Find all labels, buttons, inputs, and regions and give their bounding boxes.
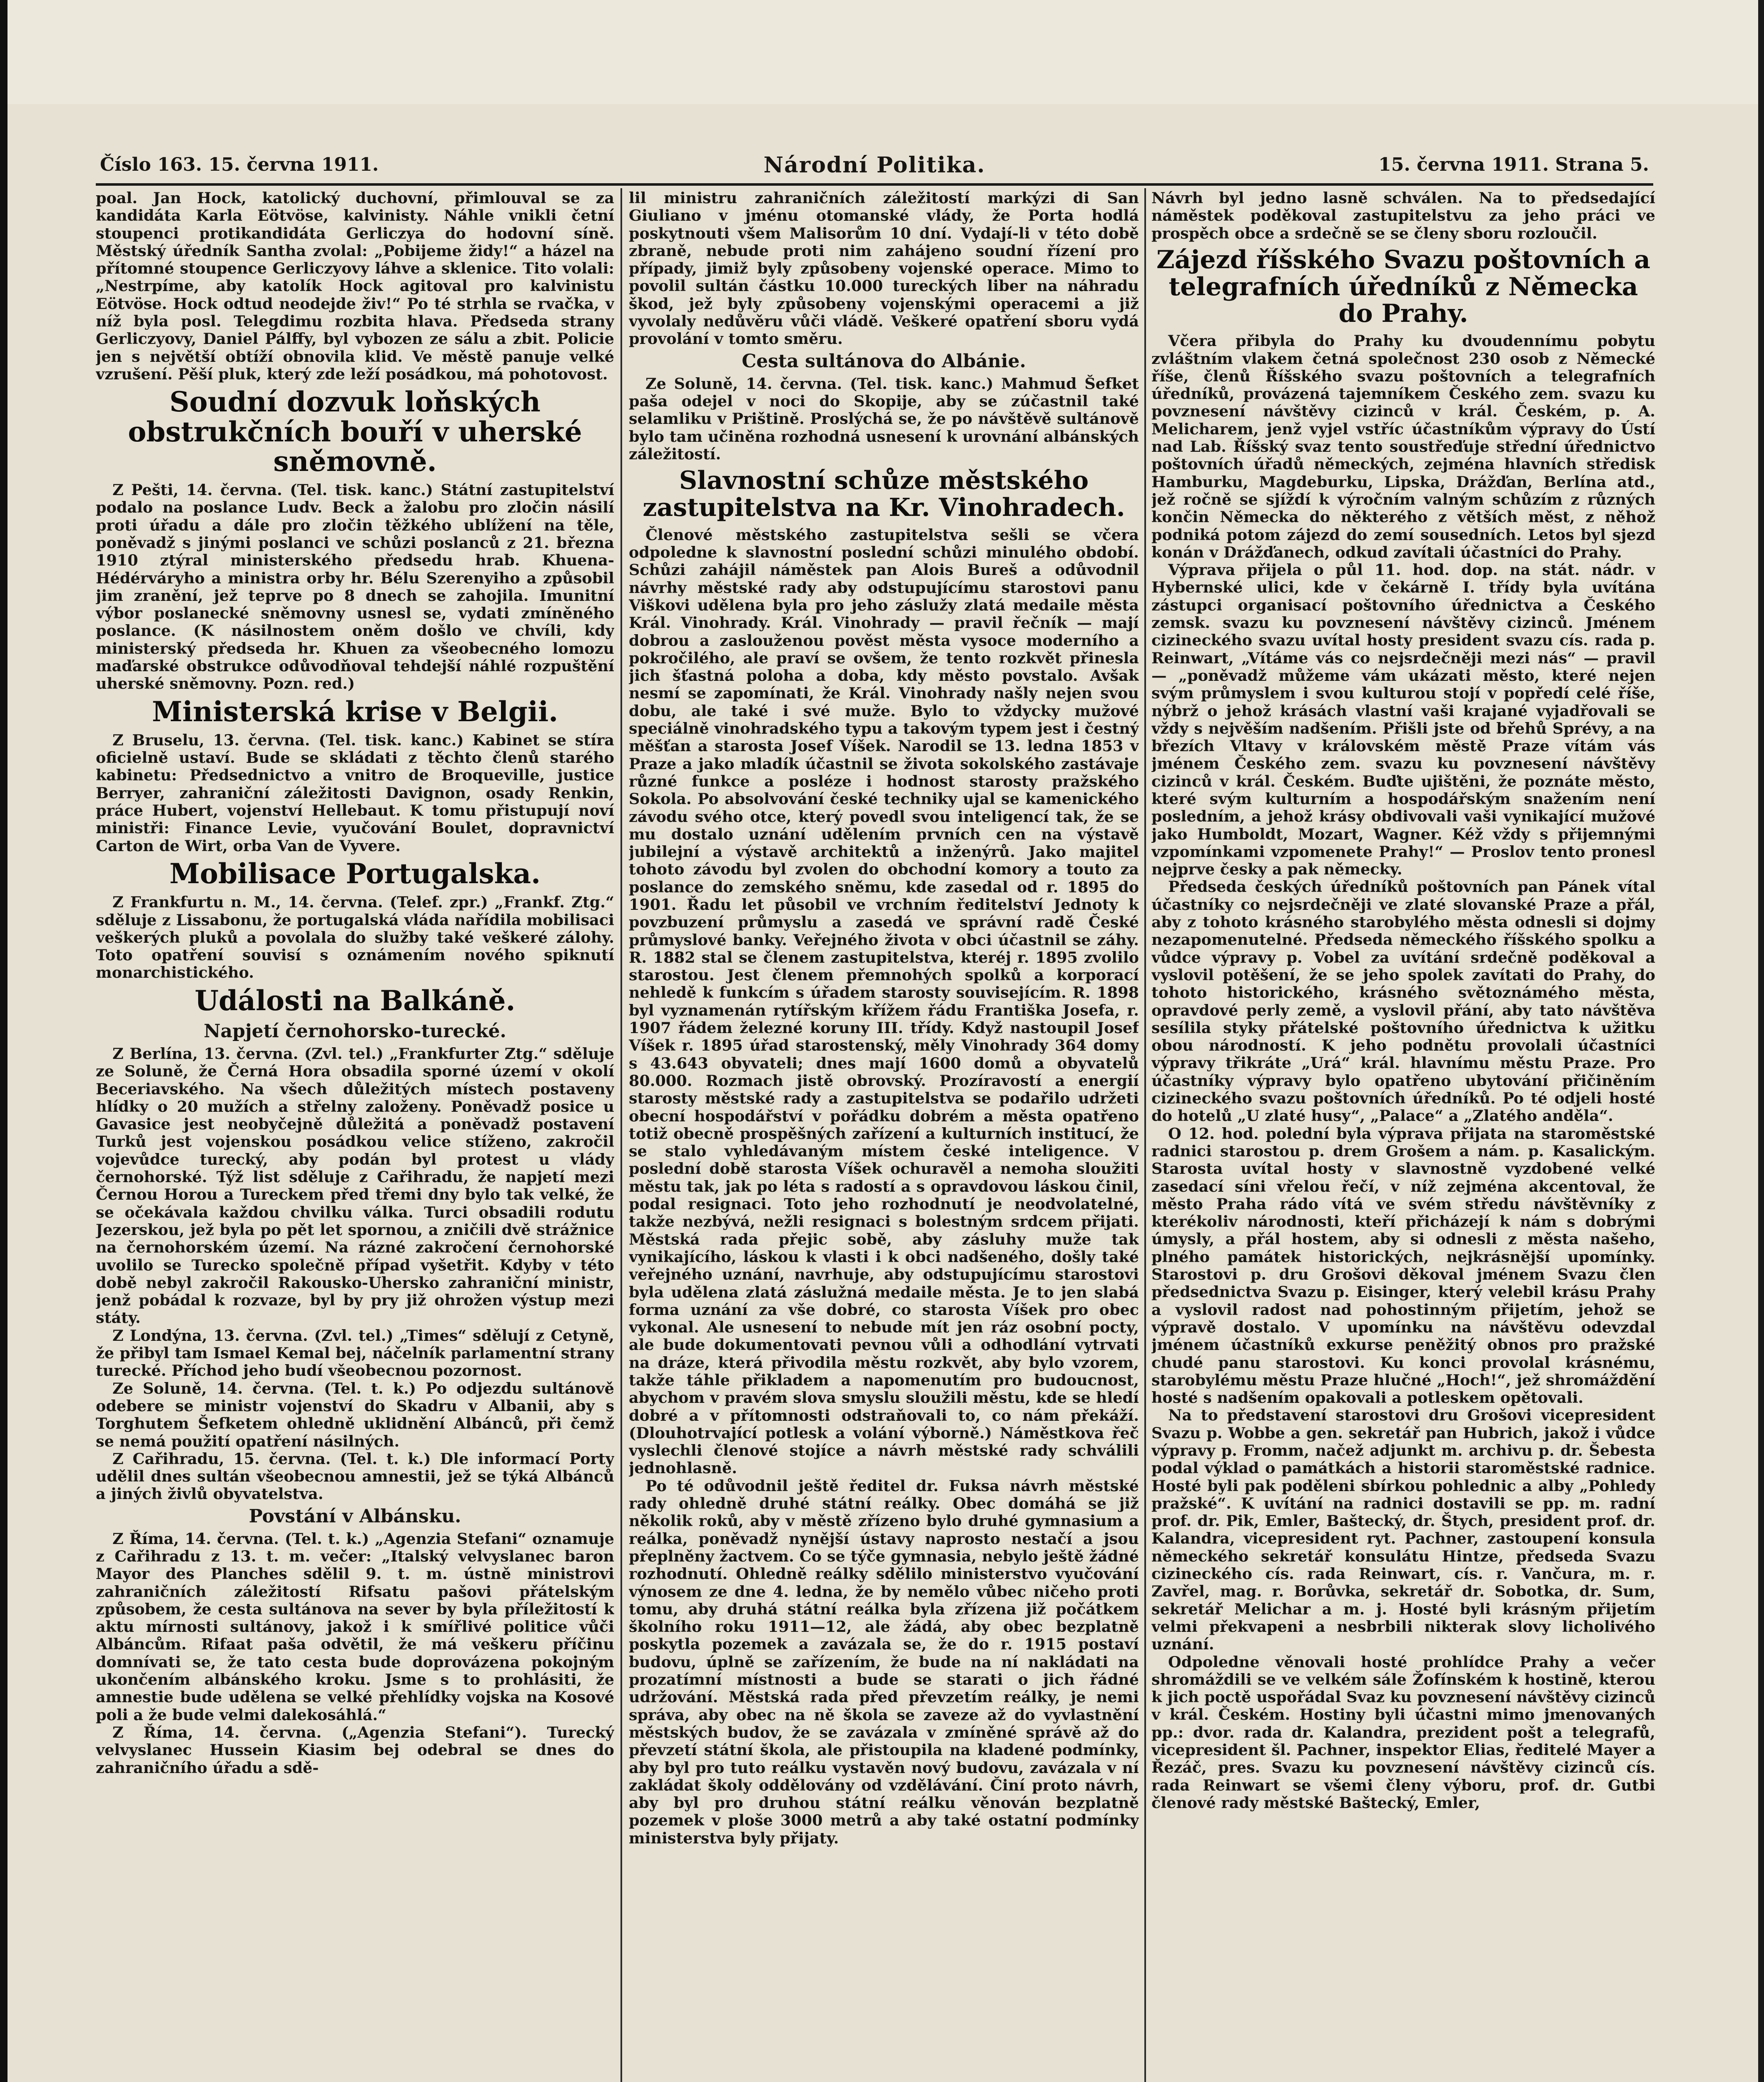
article-paragraph: Z Pešti, 14. června. (Tel. tisk. kanc.) Státní zastupitelství podalo na poslance Ludv. Beck a žalobu pro zločin násilí proti úřadu a dále pro zločin těžkého ublížení na těle, poněvadž s jinými poslanci ve schůzi poslanců z 21. března 1910 ztýral ministerského předsedu hrab. Khuena-Hédérváryho a ministra orby hr. Bélu Szerenyiho a způsobil jim zranění, jež teprve po 8 dnech se zahojila. Imunitní výbor poslanecké sněmovny usnesl se, vydati zmíněného poslance. (K násilnostem oněm došlo ve chvíli, kdy ministerský předseda hr. Khuen za všeobecného lomozu maďarské obstrukce odůvodňoval tehdejší náhlé rozpuštění uherské sněmovny. Pozn. red.) [96,481,614,693]
headline-soudni-dozvuk: Soudní dozvuk loňských obstrukčních bouří v uherské sněmovně. [128,386,582,478]
headline-mobilisace: Mobilisace Portugalska. [169,857,541,890]
scan-border-left [0,0,7,2082]
article-paragraph: Z Bruselu, 13. června. (Tel. tisk. kanc.) Kabinet se stíra oficielně ustaví. Bude se skládati z těchto členů starého kabinetu: Předsednictvo a vnitro de Broqueville, justice Berryer, zahraniční záležitosti Davignon, osady Renkin, práce Hubert, vojenství Hellebaut. K tomu přistupují noví ministři: Finance Levie, vyučování Boulet, dopravnictví Carton de Wirt, orba Van de Vyvere. [96,731,614,855]
subheadline-cesta-sultanova: Cesta sultánova do Albánie. [742,350,1026,372]
header-rule [96,183,1653,186]
article-paragraph: Ze Soluně, 14. června. (Tel. tisk. kanc.) Mahmud Šefket paša odejel v noci do Skopije, aby se zúčastnil také selamliku v Prištině. Proslýchá se, že po návštěvě sultánově bylo tam učiněna rozhodná usnesení k urovnání albánských záležitostí. [629,374,1139,463]
article-paragraph: Po té odůvodnil ještě ředitel dr. Fuksa návrh městské rady ohledně druhé státní reálky. Obec domáhá se již několik roků, aby v městě zřízeno bylo druhé gymnasium a reálka, poněvadž nynější ústavy naprosto nestačí a jsou přeplněny žactvem. Co se týče gymnasia, nebylo ještě žádné rozhodnutí. Ohledně reálky sdělilo ministerstvo vyučování výnosem ze dne 4. ledna, že by nemělo vůbec ničeho proti tomu, aby druhá státní reálka byla zřízena již počátkem školního roku 1911—12, ale žádá, aby obec bezplatně poskytla pozemek a zavázala se, že do r. 1915 postaví budovu, úplně se zařízením, že bude na ní nakládati na prozatímní místnosti a bude se starati o jich řádné udržování. Městská rada před převzetím reálky, je nemi správa, aby obec na ně škola se zaveze až do vyvlastnění městských budov, že se zavázala v zmíněné správě až do převzetí státní škola, ale přistoupila na kladené podmínky, aby byl pro tuto reálku vystavěn nový budovu, zavázala v ní zakládat školy oddělovány od vzdělávání. Činí proto návrh, aby byl pro druhou státní reálku věnován bezplatně pozemek v ploše 3000 metrů a aby také ostatní podmínky ministerstva byly přijaty. [629,1477,1139,1847]
headline-zajezd: Zájezd říšského Svazu poštovních a telegrafních úředníků z Německa do Prahy. [1156,245,1651,329]
page-header [100,154,1649,183]
article-continuation: Návrh byl jedno lasně schválen. Na to předsedající náměstek poděkoval zastupitelstvu za jeho práci ve prospěch obce a srdečně se se členy sboru rozloučil. [1151,189,1655,242]
article-paragraph: Odpoledne věnovali hosté prohlídce Prahy a večer shromáždili se ve velkém sále Žofínském k hostině, kterou k jich poctě uspořádal Svaz ku povznesení návštěvy cizinců v král. Českém. Hostiny byli účastni mimo jmenovaných pp.: dvor. rada dr. Kalandra, prezident pošt a telegrafů, vicepresident šl. Pachner, inspektor Elias, ředitelé Mayer a Řezáč, pres. Svazu ku povznesení návštěvy cizinců cís. rada Reinwart se všemi členy výboru, prof. dr. Gutbi členové rady městské Baštecký, Emler, [1151,1653,1655,1812]
page-top-margin [0,0,1764,104]
article-paragraph: Z Říma, 14. června. („Agenzia Stefani“). Turecký velvyslanec Hussein Kiasim bej odebral se dnes do zahraničního úřadu a sdě- [96,1723,614,1777]
article-paragraph: Předseda českých úředníků poštovních pan Pánek vítal účastníky co nejsrdečněji ve zlaté slovanské Praze a přál, aby z tohoto krásného starobylého města odnesli si dojmy nezapomenutelné. Předseda německého říšského spolku a vůdce výpravy p. Vobel za uvítání srdečně poděkoval a vyslovil potěšení, že se jeho spolek zavítati do Prahy, do tohoto historického, krásného světoznámého města, opravdové perly země, a vyslovil přání, aby tato návštěva sesílila styky přátelské poštovního úřednictva k užitku obou národností. K jeho podnětu provolali účastníci výpravy třikráte „Urá“ král. hlavnímu městu Praze. Pro účastníky výpravy bylo opatřeno ubytování přičiněním cizineckého svazu poštovních úředníků. Po té odjeli hosté do hotelů „U zlaté husy“, „Palace“ a „Zlatého anděla“. [1151,878,1655,1125]
column-3 [1151,189,1655,2082]
column-rule [620,188,622,2082]
subheadline-povstani: Povstání v Albánsku. [249,1505,461,1527]
subheadline-napjeti: Napjetí černohorsko-turecké. [204,1020,506,1042]
article-paragraph: Na to představení starostovi dru Grošovi vicepresident Svazu p. Wobbe a gen. sekretář pan Hubrich, jakož i vůdce výpravy p. Fromm, načež adjunkt m. archivu p. dr. Šebesta podal výklad o památkách a historii staroměstské radnice. Hosté byli pak poděleni sbírkou pohlednic a alby „Pohledy pražské“. K uvítání na radnici dostavili se pp. m. radní prof. dr. Pik, Emler, Baštecký, dr. Štych, president prof. dr. Kalandra, vicepresident ryt. Pachner, zastoupení konsula německého sekretář konsulátu Hintze, předseda Svazu cizineckého cís. rada Reinwart, cís. r. Vančura, m. r. Zavřel, mag. r. Borůvka, sekretář dr. Sobotka, dr. Sum, sekretář Melichar a m. j. Hosté byli krásným přijetím velmi překvapeni a nesbrbili nikterak slovy licholivého uznání. [1151,1406,1655,1654]
article-paragraph: Ze Soluně, 14. června. (Tel. t. k.) Po odjezdu sultánově odebere se ministr vojenství do Skadru v Albanii, aby s Torghutem Šefketem ohledně uklidnění Albánců, při čemž se nemá použití opatření násilných. [96,1379,614,1450]
article-paragraph: Z Cařihradu, 15. června. (Tel. t. k.) Dle informací Porty udělil dnes sultán všeobecnou amnestii, jež se týká Albánců a jiných živlů obyvatelstva. [96,1449,614,1503]
article-paragraph: Členové městského zastupitelstva sešli se včera odpoledne k slavnostní poslední schůzi minulého období. Schůzi zahájil náměstek pan Alois Bureš a odůvodnil návrhy městské rady aby odstupujícímu starostovi panu Viškovi udělena byla pro jeho záslužy zlatá medaile města Král. Vinohrady. Král. Vinohrady — pravil řečník — mají dobrou a zaslouženou pověst města vysoce moderního a pokročilého, ale praví se ovšem, že tento rozkvět přinesla jich šťastná poloha a doba, kdy město povstalo. Avšak nesmí se zapomínati, že Král. Vinohrady našly nejen svou dobu, ale také i své muže. Bylo to vždycky mužové speciálně vinohradského typu a takovým typem jest i čestný měšťan a starosta Josef Víšek. Narodil se 13. ledna 1853 v Praze a jako mladík účastnil se života sokolského zastávaje různé funkce a posléze i hodnost starosty pražského Sokola. Po absolvování české techniky ujal se kamenického závodu svého otce, který povedl svou inteligencí tak, že se mu dostalo uznání udělením prvních cen na výstavě jubilejní a výstavě architektů a inženýrů. Jako majitel tohoto závodu byl zvolen do obchodní komory a touto za poslance do zemského sněmu, kde zasedal od r. 1895 do 1901. Řadu let působil ve vrchním ředitelství Jednoty k povzbuzení průmyslu a zasedá ve správní radě České průmyslové banky. Veřejného života v obci účastnil se záhy. R. 1882 stal se členem zastupitelstva, kteréj r. 1895 zvolilo starostou. Jest členem přemnohých spolků a korporací nehledě k funkcím s úřadem starosty souvisejícím. R. 1898 byl vyznamenán rytířským křížem řádu Františka Josefa, r. 1907 řádem železné koruny III. třídy. Když nastoupil Josef Víšek r. 1895 úřad starostenský, měly Vinohrady 364 domy s 43.643 obyvateli; dnes mají 1600 domů a obyvatelů 80.000. Rozmach jistě obrovský. Prozíravostí a energií starosty městské rady a zastupitelstva se podařilo udržeti obecní hospodářství v pořádku dobrém a města opatřeno totiž obecně prospěšných zařízení a kulturních institucí, že se stalo vyhledávaným místem české inteligence. V poslední době starosta Víšek ochuravěl a nemoha sloužiti městu tak, jak po léta s radostí a s opravdovou láskou činil, podal resignaci. Toto jeho rozhodnutí je neodvolatelné, takže nezbývá, nežli resignaci s bolestným srdcem přijati. Městská rada přejic sobě, aby zásluhy muže tak vynikajícího, láskou k vlasti i k obci nadšeného, došly také veřejného uznání, navrhuje, aby odstupujícímu starostovi byla udělena zlatá záslužná medaile města. Je to jen slabá forma uznání za vše dobré, co starosta Víšek pro obec vykonal. Ale usnesení to nebude mít jen ráz osobní pocty, ale bude dokumentovati pevnou vůli a odhodlání vytrvati na dráze, která přivodila městu rozkvět, aby bylo vzorem, takže táhle přikladem a napomenutím pro budoucnost, abychom v pravém slova smyslu sloužili městu, kde se hledí dobré a v přítomnosti odstraňovali to, co nám překáží. (Dlouhotrvající potlesk a volání výborně.) Náměstkova řeč vyslechli členové stojíce a návrh městské rady schválili jednohlasně. [629,525,1139,1477]
headline-slavnostni-schuze: Slavnostní schůze městského zastupitelstva na Kr. Vinohradech. [643,466,1125,522]
article-continuation: poal. Jan Hock, katolický duchovní, přimlouval se za kandidáta Karla Eötvöse, kalvinisty. Náhle vnikli četní stoupenci protikandidáta Gerliczya do hodovní síně. Městský úředník Santha zvolal: „Pobijeme židy!“ a házel na přítomné stoupence Gerliczyovy láhve a sklenice. Tito volali: „Nestrpíme, aby katolík Hock agitoval pro kalvinistu Eötvöse. Hock odtud neodejde živ!“ Po té strhla se rvačka, v níž byla posl. Telegdimu rozbita hlava. Předseda strany Gerliczyovy, Daniel Pálffy, byl vybozen ze sálu a zbit. Policie jen s největší obtíží obnovila klid. Ve městě panuje velké vzrušení. Pěší pluk, který zde leží posádkou, má pohotovost. [96,189,614,383]
article-paragraph: Z Frankfurtu n. M., 14. června. (Telef. zpr.) „Frankf. Ztg.“ sděluje z Lissabonu, že portugalská vláda nařídila mobilisaci veškerých pluků a povolala do služby také veškeré zálohy. Toto opatření souvisí s oznámením nového spiknutí monarchistického. [96,893,614,982]
column-2 [629,189,1139,2082]
article-paragraph: Z Berlína, 13. června. (Zvl. tel.) „Frankfurter Ztg.“ sděluje ze Soluně, že Černá Hora obsadila sporné území v okolí Beceriavského. Na všech důležitých místech postaveny hlídky o 20 mužích a střelny založeny. Poněvadž posice u Gavasice jest neobyčejně důležitá a poněvadž postavení Turků jest vojenskou posádkou velice stíženo, zakročil vojevůdce turecký, aby podán byl protest u vlády černohorské. Týž list sděluje z Cařihradu, že napjetí mezi Černou Horou a Tureckem před třemi dny bylo tak velké, že se očekávala každou chvilku válka. Turci obsadili rodutu Jezerskou, jež byla po pět let spornou, a zničili dvě strážnice na černohorském území. Na rázné zakročení černohorské uvolilo se Turecko společně případ vyšetřit. Kdyby v této době nebyl zakročil Rakousko-Uhersko zahraniční ministr, jenž pobádal k rozvaze, byl by pry již ohrožen výstup mezi státy. [96,1044,614,1327]
headline-balkan: Události na Balkáně. [194,984,516,1017]
article-paragraph: Z Říma, 14. června. (Tel. t. k.) „Agenzia Stefani“ oznamuje z Cařihradu z 13. t. m. večer: „Italský velvyslanec baron Mayor des Planches sdělil 9. t. m. ústně ministrovi zahraničních záležitostí Rifsatu pašovi přátelským způsobem, že cesta sultánova na sever by byla příležitostí k aktu mírnosti sultánovy, jakož i k smířlivé politice vůči Albáncům. Rifaat paša odvětil, že má veškeru příčinu domnívati se, že tato cesta bude doprovázena pokojným ukončením albánského kroku. Jsme s to prohlásiti, že amnestie bude udělena se velké přehlídky vojska na Kosové poli a že bude velmi dalekosáhlá.“ [96,1529,614,1724]
headline-krise-belgie: Ministerská krise v Belgii. [152,695,558,728]
masthead: Národní Politika. [763,152,986,178]
column-1 [96,189,614,2082]
article-paragraph: Včera přibyla do Prahy ku dvoudennímu pobytu zvláštním vlakem četná společnost 230 osob z Německé říše, členů Říšského svazu poštovních a telegrafních úředníků, provázená tajemníkem Českého zem. svazu ku povznesení návštěvy cizinců v král. Českém, p. A. Melicharem, jenž vyjel vstříc účastníkům výpravy do Ústí nad Lab. Říšský svaz tento soustřeďuje střední úřednictvo poštovních úřadů německých, zejména hlavních středisk Hamburku, Magdeburku, Lipska, Drážďan, Berlína atd., jež ročně se sjíždí k výročním valným schůzím z různých končin Německa do některého z větších měst, z něhož podniká potom zájezd do zemí sousedních. Letos byl sjezd konán v Drážďanech, odkud zavítali účastníci do Prahy. [1151,332,1655,561]
date-page: 15. června 1911. Strana 5. [1378,154,1649,175]
article-paragraph: O 12. hod. polední byla výprava přijata na staroměstské radnici starostou p. drem Grošem a nám. p. Kasalickým. Starosta uvítal hosty v slavnostně vyzdobené velké zasedací síni vřelou řečí, v níž zejména akcentoval, že město Praha rádo vítá ve svém středu návštěvníky z kterékoliv národnosti, kteří přicházejí k nám s dobrými úmysly, a přál hostem, aby si odnesli z města našeho, plného památek historických, nejkrásnější upomínky. Starostovi p. dru Grošovi děkoval jménem Svazu člen předsednictva Svazu p. Eisinger, který velebil krásu Prahy a vyslovil radost nad pohostinným přijetím, jehož se výpravě dostalo. V upomínku na návštěvu odevzdal jménem účastníků exkurse peněžitý obnos pro pražské chudé panu starostovi. Ku konci provolal krásnému, starobylému městu Praze hlučné „Hoch!“, jež shromáždění hosté s nadšením opakovali a potleskem opětovali. [1151,1124,1655,1407]
issue-number: Číslo 163. 15. června 1911. [100,154,379,175]
column-rule [1144,188,1146,2082]
article-paragraph: Z Londýna, 13. června. (Zvl. tel.) „Times“ sdělují z Cetyně, že přibyl tam Ismael Kemal bej, náčelník parlamentní strany turecké. Příchod jeho budí všeobecnou pozornost. [96,1326,614,1380]
article-continuation: lil ministru zahraničních záležitostí markýzi di San Giuliano v jménu otomanské vlády, že Porta hodlá poskytnouti všem Malisorům 10 dní. Vydají-li v této době zbraně, nebude proti nim zahájeno soudní řízení pro případy, jimiž byly způsobeny vojenské operace. Mimo to povolil sultán částku 10.000 tureckých liber na náhradu škod, jež byly způsobeny vojenskými operacemi a již vyvolaly nedůvěru vůči vládě. Veškeré opatření sboru vydá provolání v tomto směru. [629,189,1139,348]
scan-border-right [1758,0,1764,2082]
article-paragraph: Výprava přijela o půl 11. hod. dop. na stát. nádr. v Hybernské ulici, kde v čekárně I. třídy byla uvítána zástupci organisací poštovního úřednictva a Českého zemsk. svazu ku povznesení návštěvy cizinců. Jménem cizineckého svazu uvítal hosty president svazu cís. rada p. Reinwart, „Vítáme vás co nejsrdečněji mezi nás“ — pravil — „poněvadž můžeme vám ukázati město, které nejen svým průmyslem i svou kulturou stojí v popředí celé říše, nýbrž o jehož krásách vlastní vaši krajané vyjadřovali se vždy s nejvěším nadšením. Přišli jste od břehů Sprévy, a na březích Vltavy v královském městě Praze vítám vás jménem Českého zem. svazu ku povznesení návštěvy cizinců v král. Českém. Buďte ujištěni, že poznáte město, které svým kulturním a hospodářským snažením není posledním, a jehož krásy obdivovali vaši vynikající mužové jako Humboldt, Mozart, Wagner. Kéž vždy s přijemnými vzpomínkami vzpomenete Prahy!“ — Proslov tento pronesl nejprve česky a pak německy. [1151,561,1655,879]
